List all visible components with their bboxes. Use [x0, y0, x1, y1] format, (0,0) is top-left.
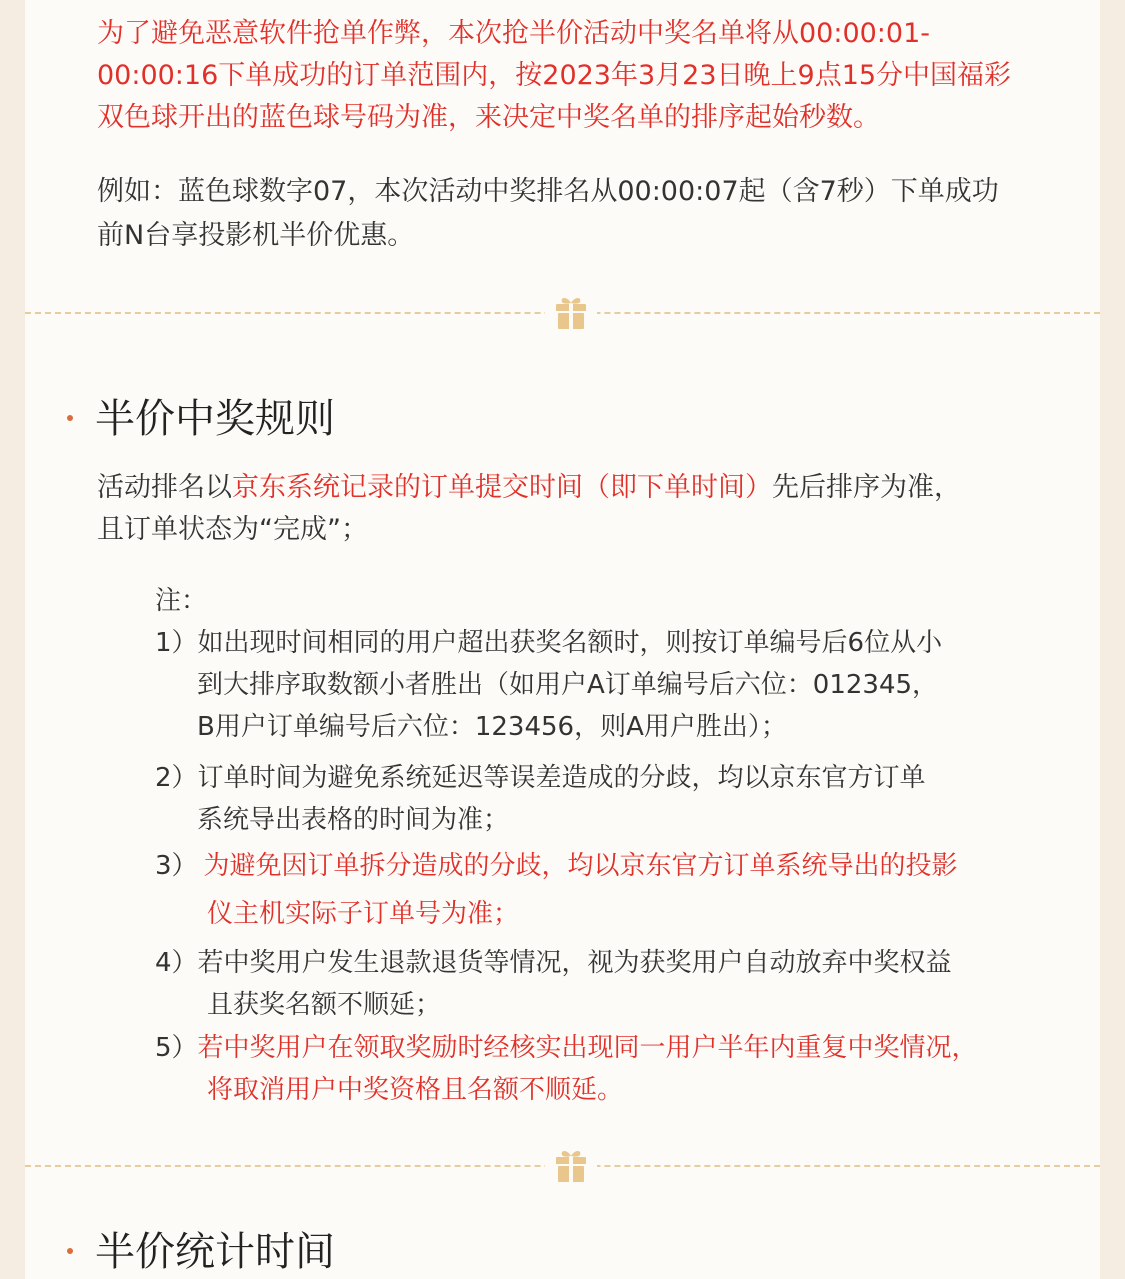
- gift-icon: [545, 1147, 597, 1183]
- note-item-1-line-3: B用户订单编号后六位：123456，则A用户胜出）；: [197, 712, 787, 742]
- intro-line-3: 双色球开出的蓝色球号码为准，来决定中奖名单的排序起始秒数。: [97, 102, 880, 133]
- note-item-4-line-2: 且获奖名额不顺延；: [207, 990, 442, 1020]
- highlight-order-time: 京东系统记录的订单提交时间（即下单时间）: [232, 472, 772, 503]
- bullet-dot: [67, 415, 73, 421]
- stats-title-text: 半价统计时间: [95, 1229, 335, 1275]
- rules-paragraph-2: 且订单状态为“完成”；: [97, 514, 368, 545]
- example-line-2: 前N台享投影机半价优惠。: [97, 220, 415, 251]
- note-item-4: 4）若中奖用户发生退款退货等情况，视为获奖用户自动放弃中奖权益: [155, 948, 952, 978]
- note-item-3: 3） 为避免因订单拆分造成的分歧，均以京东官方订单系统导出的投影: [155, 851, 958, 881]
- note-item-2: 2）订单时间为避免系统延迟等误差造成的分歧，均以京东官方订单: [155, 763, 926, 793]
- content-card: [25, 0, 1100, 1279]
- note-item-1-line-2: 到大排序取数额小者胜出（如用户A订单编号后六位：012345，: [197, 670, 939, 700]
- rules-paragraph-1: 活动排名以京东系统记录的订单提交时间（即下单时间）先后排序为准，: [97, 472, 961, 503]
- note-item-2-line-2: 系统导出表格的时间为准；: [197, 805, 510, 835]
- rules-title-text: 半价中奖规则: [95, 396, 335, 442]
- intro-line-1: 为了避免恶意软件抢单作弊，本次抢半价活动中奖名单将从00:00:01-: [97, 18, 931, 49]
- note-item-5-line-2: 将取消用户中奖资格且名额不顺延。: [207, 1075, 624, 1105]
- example-line-1: 例如：蓝色球数字07，本次活动中奖排名从00:00:07起（含7秒）下单成功: [97, 176, 999, 207]
- intro-line-2: 00:00:16下单成功的订单范围内，按2023年3月23日晚上9点15分中国福彩: [97, 60, 1012, 91]
- gift-icon: [545, 294, 597, 330]
- note-item-5: 5）若中奖用户在领取奖励时经核实出现同一用户半年内重复中奖情况，: [155, 1033, 978, 1063]
- bullet-dot: [67, 1248, 73, 1254]
- section-title-rules: [67, 397, 335, 441]
- note-item-1: 1）如出现时间相同的用户超出获奖名额时，则按订单编号后6位从小: [155, 628, 943, 658]
- note-label: 注：: [155, 586, 208, 616]
- note-item-3-line-2: 仪主机实际子订单号为准；: [207, 899, 520, 929]
- section-title-stats: [67, 1230, 335, 1274]
